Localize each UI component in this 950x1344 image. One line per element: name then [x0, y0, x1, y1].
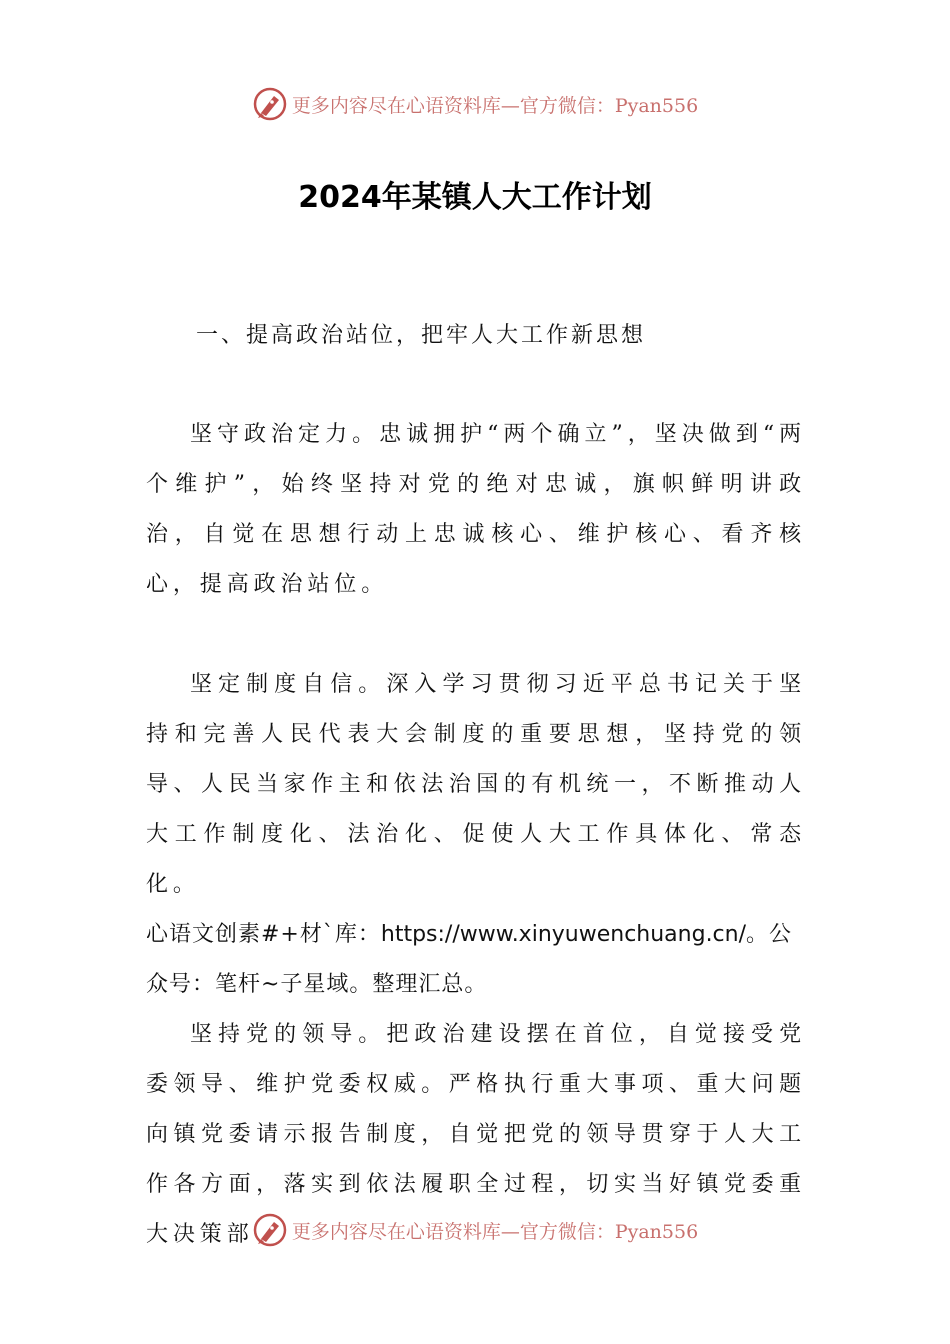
footer-wechat-id: Pyan556 — [614, 1220, 699, 1243]
paragraph-3: 坚持党的领导。把政治建设摆在首位，自觉接受党委领导、维护党委权威。严格执行重大事项、重大问题向镇党委请示报告制度，自觉把党的领导贯穿于人大工作各方面，落实到依法履职全过程，切实当好镇党委重大决策部 — [146, 1022, 806, 1247]
footer-banner-text: 更多内容尽在心语资料库—官方微信：Pyan556 — [291, 1220, 699, 1243]
source-note — [146, 910, 806, 1010]
source-note-prefix: 心语文创素#+材`库： — [146, 922, 381, 947]
source-note-suffix: 。公众号：笔杆~子星域。整理汇总。 — [146, 922, 793, 997]
document-body-2 — [146, 660, 806, 1260]
paragraph-1: 坚守政治定力。忠诚拥护“两个确立”，坚决做到“两个维护”，始终坚持对党的绝对忠诚，旗帜鲜明讲政治，自觉在思想行动上忠诚核心、维护核心、看齐核心，提高政治站位。 — [146, 422, 806, 597]
document-title: 2024年某镇人大工作计划 — [298, 180, 652, 215]
paragraph-2: 坚定制度自信。深入学习贯彻习近平总书记关于坚持和完善人民代表大会制度的重要思想，坚持党的领导、人民当家作主和依法治国的有机统一，不断推动人大工作制度化、法治化、促使人大工作具体化、常态化。 — [146, 672, 806, 897]
header-banner-text: 更多内容尽在心语资料库—官方微信：Pyan556 — [291, 94, 699, 117]
document-body — [146, 410, 806, 610]
header-wechat-id: Pyan556 — [614, 94, 699, 117]
pen-nib-logo-icon — [252, 1212, 288, 1248]
footer-banner — [0, 1210, 950, 1250]
section-heading: 一、提高政治站位，把牢人大工作新思想 — [196, 323, 647, 348]
header-banner — [0, 84, 950, 124]
pen-nib-logo-icon — [252, 86, 288, 122]
source-note-url: https://www.xinyuwenchuang.cn/ — [380, 922, 747, 947]
